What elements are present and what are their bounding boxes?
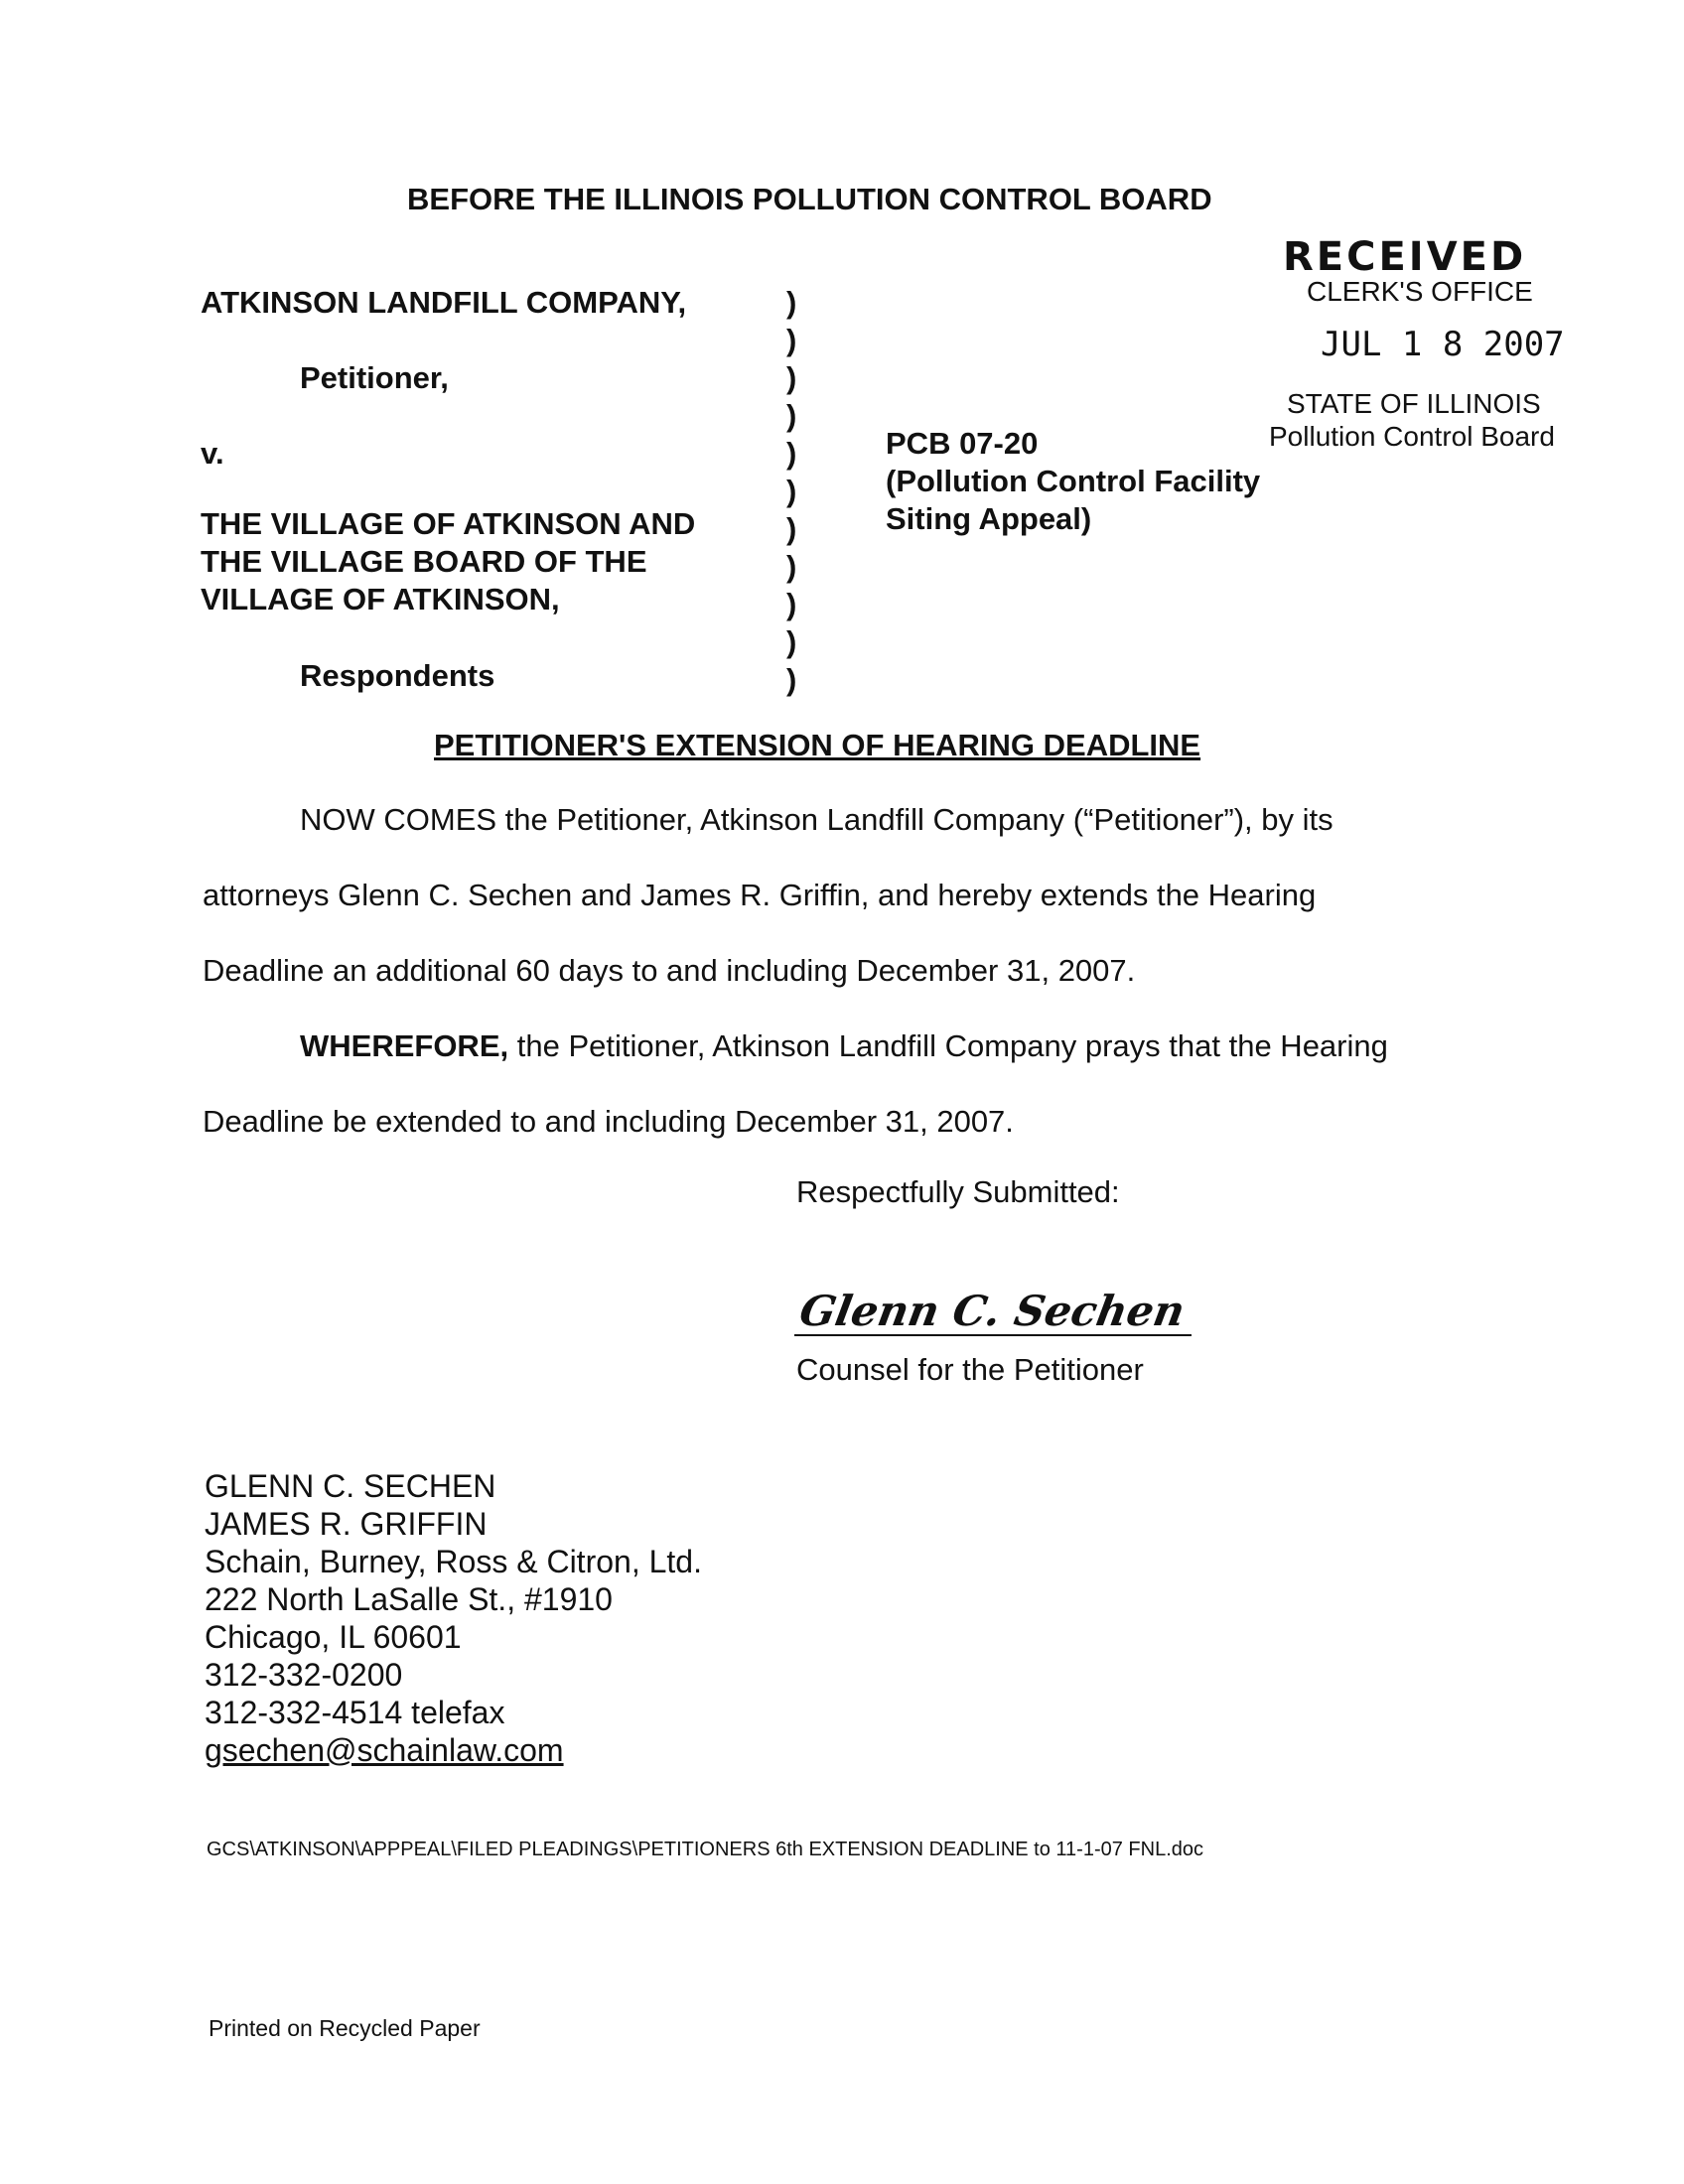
received-stamp-board: Pollution Control Board [1269,421,1555,452]
document-title: PETITIONER'S EXTENSION OF HEARING DEADLINE [434,728,1201,762]
paragraph-2-line-2: Deadline be extended to and including December 31, 2007. [203,1104,1014,1139]
signature-caption: Counsel for the Petitioner [796,1352,1144,1387]
respondent-line-3: VILLAGE OF ATKINSON, [201,582,560,616]
law-firm: Schain, Burney, Ross & Citron, Ltd. [205,1544,702,1579]
respondent-line-1: THE VILLAGE OF ATKINSON AND [201,506,696,541]
email-address: gsechen@schainlaw.com [205,1732,564,1768]
attorney-name-1: GLENN C. SECHEN [205,1468,496,1504]
caption-paren: ) [786,474,797,508]
case-number: PCB 07-20 [886,426,1039,461]
caption-paren: ) [786,624,797,659]
versus: v. [201,436,224,471]
paragraph-1-line-2: attorneys Glenn C. Sechen and James R. Griffin, and hereby extends the Hearing [203,878,1317,912]
paragraph-2-line-1 [300,1028,1388,1064]
caption-paren: ) [786,398,797,433]
petitioner-label: Petitioner, [300,360,449,395]
case-type-line-2: Siting Appeal) [886,501,1092,536]
caption-paren: ) [786,436,797,471]
paragraph-2-line-1-rest: the Petitioner, Atkinson Landfill Company prays that the Hearing [508,1028,1388,1063]
received-stamp-office: CLERK'S OFFICE [1307,276,1533,307]
caption-paren: ) [786,323,797,357]
caption-paren: ) [786,587,797,621]
phone-number: 312-332-0200 [205,1657,403,1693]
street-address: 222 North LaSalle St., #1910 [205,1581,613,1617]
received-stamp-state: STATE OF ILLINOIS [1287,388,1541,419]
document-heading: BEFORE THE ILLINOIS POLLUTION CONTROL BOARD [407,182,1212,216]
caption-paren: ) [786,549,797,584]
attorney-name-2: JAMES R. GRIFFIN [205,1506,488,1542]
caption-paren: ) [786,285,797,320]
caption-paren: ) [786,662,797,697]
city-state-zip: Chicago, IL 60601 [205,1619,462,1655]
caption-parenthesis-column [786,284,796,699]
attorney-address-block [205,1467,702,1769]
respondent-line-2: THE VILLAGE BOARD OF THE [201,544,647,579]
petitioner-name: ATKINSON LANDFILL COMPANY, [201,285,687,320]
closing: Respectfully Submitted: [796,1174,1120,1209]
received-stamp-title: RECEIVED [1283,234,1527,280]
received-stamp-date: JUL 1 8 2007 [1321,325,1565,364]
fax-number: 312-332-4514 telefax [205,1695,505,1730]
recycled-paper-note: Printed on Recycled Paper [209,2015,481,2041]
file-path-footer: GCS\ATKINSON\APPPEAL\FILED PLEADINGS\PETITIONERS 6th EXTENSION DEADLINE to 11-1-07 FNL.doc [207,1839,1204,1860]
paragraph-1-line-3: Deadline an additional 60 days to and including December 31, 2007. [203,953,1136,988]
case-type-line-1: (Pollution Control Facility [886,464,1261,498]
paragraph-1-line-1: NOW COMES the Petitioner, Atkinson Landfill Company (“Petitioner”), by its [300,802,1333,837]
caption-paren: ) [786,360,797,395]
respondent-label: Respondents [300,658,495,693]
wherefore-lead: WHEREFORE, [300,1028,509,1063]
caption-paren: ) [786,511,797,546]
signature-line [794,1334,1192,1336]
signature: Glenn C. Sechen [795,1287,1189,1335]
